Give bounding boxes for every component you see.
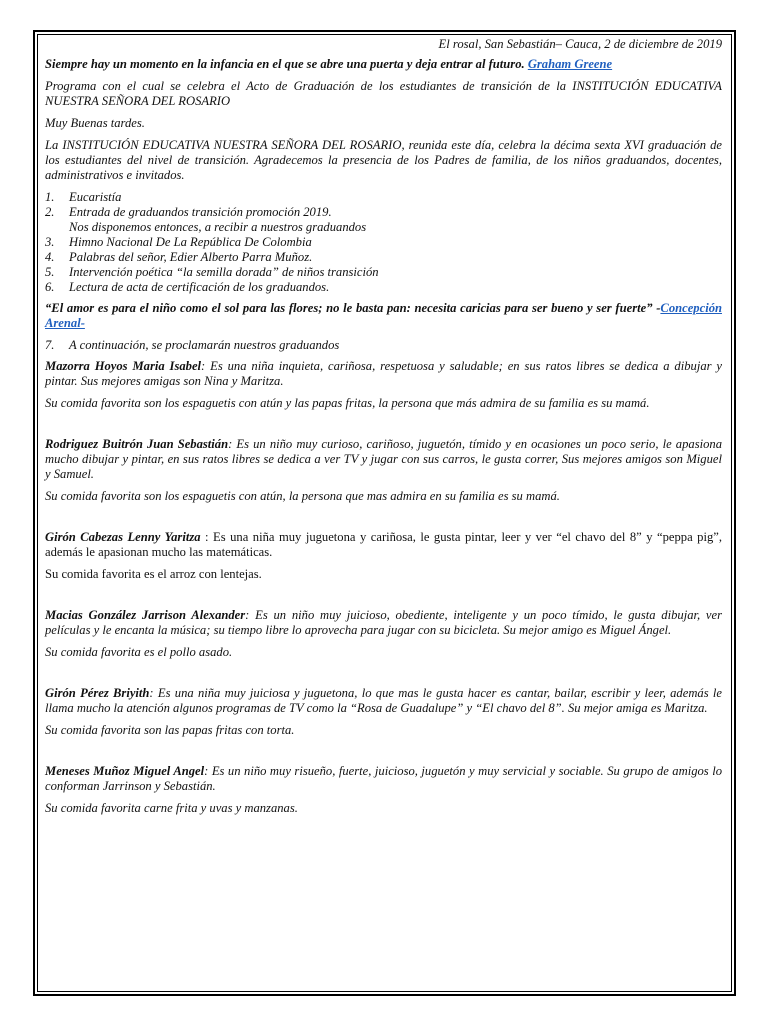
student-description: Girón Cabezas Lenny Yaritza : Es una niña muy juguetona y cariñosa, le gusta pintar, leer y ver “el chavo del 8” y “peppa pig”, además le apasionan mucho las matemáticas. <box>45 530 722 559</box>
list-item-sub: Nos disponemos entonces, a recibir a nuestros graduandos <box>69 220 367 234</box>
list-item: 5. Intervención poética “la semilla dorada” de niños transición <box>45 265 379 279</box>
student-food: Su comida favorita carne frita y uvas y manzanas. <box>45 801 298 815</box>
student-description: Rodriguez Buitrón Juan Sebastián: Es un niño muy curioso, cariñoso, juguetón, tímido y en ocasiones un poco serio, le apasiona mucho dibujar y pintar, en sus ratos libres se dedica a ver TV y jugar con sus carros, le gusta correr, Sus mejores amigos son Miguel y Samuel. <box>45 437 722 481</box>
list-item: 4. Palabras del señor, Edier Alberto Parra Muñoz. <box>45 250 313 264</box>
student-description: Meneses Muñoz Miguel Angel: Es un niño muy risueño, fuerte, juicioso, juguetón y muy servicial y sociable. Su grupo de amigos lo conforman Jarrinson y Sebastián. <box>45 764 723 793</box>
student-name: Girón Pérez Briyith <box>45 686 150 700</box>
student-food: Su comida favorita son los espaguetis con atún, la persona que mas admira en su familia es su mamá. <box>45 489 560 503</box>
love-quote <box>45 301 722 331</box>
student-name: Rodriguez Buitrón Juan Sebastián <box>45 437 229 451</box>
graham-greene-link[interactable]: Graham Greene <box>527 57 613 71</box>
greeting: Muy Buenas tardes. <box>45 116 145 130</box>
student-description: Macias González Jarrison Alexander: Es un niño muy juicioso, obediente, inteligente y un poco tímido, le gusta dibujar, ver películas y le encanta la música; su tiempo libre lo aprovecha para jugar con su bicicleta. Su mejor amigo es Miguel Ángel. <box>45 608 722 637</box>
student-name: Macias González Jarrison Alexander <box>45 608 246 622</box>
student-food: Su comida favorita son las papas fritas con torta. <box>45 723 295 737</box>
love-quote-text: “El amor es para el niño como el sol para las flores; no le basta pan: necesita caricias para ser bueno y ser fuerte” - <box>45 301 661 315</box>
list-item: 6. Lectura de acta de certificación de los graduandos. <box>45 280 330 294</box>
list-item: 7. A continuación, se proclamarán nuestros graduandos <box>45 338 340 352</box>
student-name: Girón Cabezas Lenny Yaritza <box>45 530 201 544</box>
student-name: Meneses Muñoz Miguel Angel <box>45 764 205 778</box>
student-food: Su comida favorita es el pollo asado. <box>45 645 233 659</box>
student-food: Su comida favorita son los espaguetis con atún y las papas fritas, la persona que más admira de su familia es su mamá. <box>45 396 650 410</box>
program-list <box>45 190 722 295</box>
concepcion-arenal-link[interactable]: Concepción Arenal- <box>45 301 722 330</box>
program-list-continued <box>45 338 722 353</box>
student-description: Girón Pérez Briyith: Es una niña muy juiciosa y juguetona, lo que mas le gusta hacer es cantar, bailar, escribir y leer, además le llama mucho la atención algunos programas de TV como la “Rosa de Guadalupe” y “El chavo del 8”. Su mejor amiga es Maritza. <box>45 686 722 715</box>
date-line: El rosal, San Sebastián– Cauca, 2 de diciembre de 2019 <box>438 37 722 51</box>
opening-quote-text: Siempre hay un momento en la infancia en el que se abre una puerta y deja entrar al futuro. <box>45 57 525 71</box>
list-item: 1. Eucaristía <box>45 190 122 204</box>
list-item: 3. Himno Nacional De La República De Colombia <box>45 235 312 249</box>
document-body <box>45 37 722 823</box>
welcome-paragraph: La INSTITUCIÓN EDUCATIVA NUESTRA SEÑORA DEL ROSARIO, reunida este día, celebra la décima sexta XVI graduación de los estudiantes del nivel de transición. Agradecemos la presencia de los Padres de familia, de los niños graduandos, docentes, administrativos e invitados. <box>45 138 722 182</box>
student-food: Su comida favorita es el arroz con lentejas. <box>45 567 262 581</box>
opening-quote <box>45 57 722 72</box>
list-item: 2. Entrada de graduandos transición promoción 2019. <box>45 205 332 219</box>
program-intro: Programa con el cual se celebra el Acto de Graduación de los estudiantes de transición de la INSTITUCIÓN EDUCATIVA NUESTRA SEÑORA DEL ROSARIO <box>45 79 722 108</box>
student-description: Mazorra Hoyos Maria Isabel: Es una niña inquieta, cariñosa, respetuosa y saludable; en sus ratos libres se dedica a dibujar y pintar. Sus mejores amigas son Nina y Maritza. <box>45 359 722 388</box>
student-name: Mazorra Hoyos Maria Isabel <box>45 359 202 373</box>
